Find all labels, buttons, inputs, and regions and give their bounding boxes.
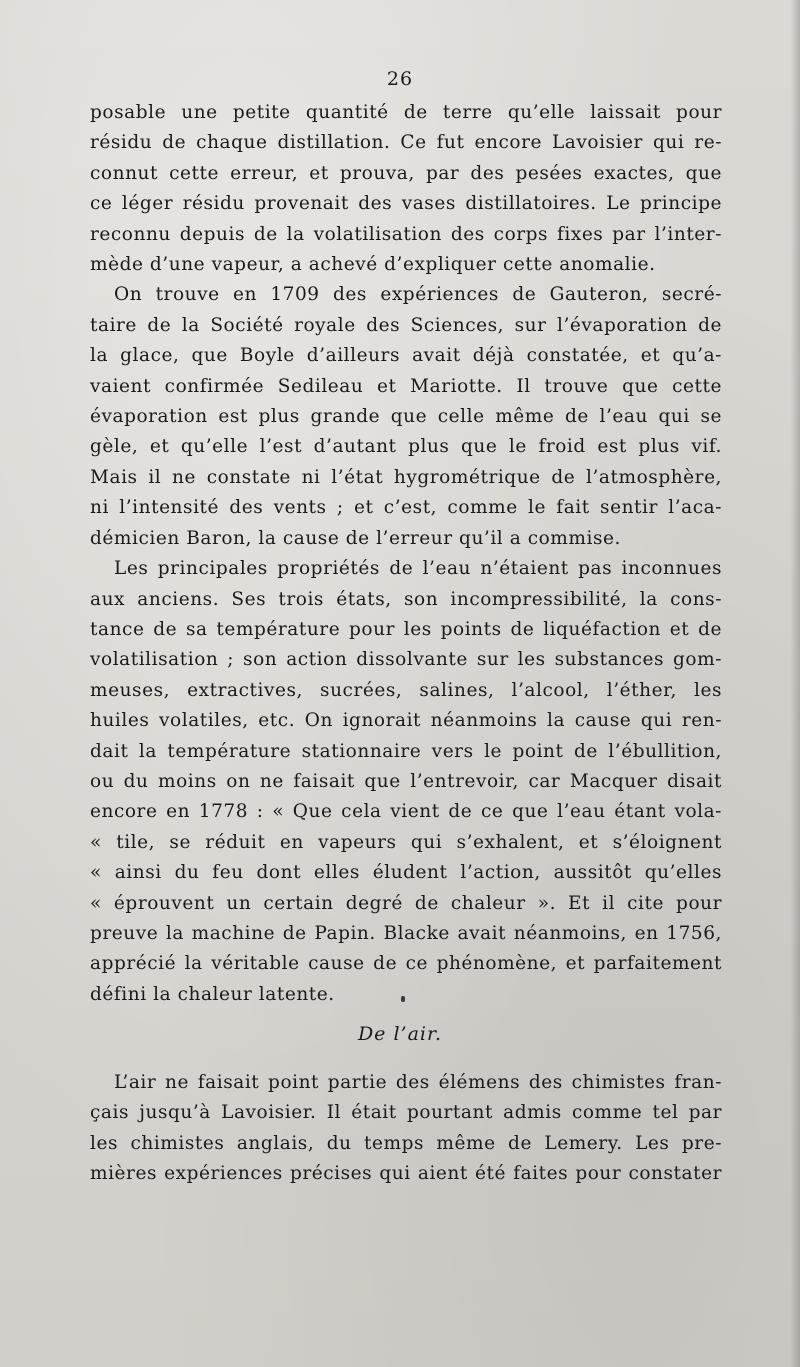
text-line: gèle, et qu’elle l’est d’autant plus que le froid est plus vif. (90, 436, 722, 458)
text-line: « éprouvent un certain degré de chaleur ». Et il cite pour (90, 892, 722, 914)
text-line: connut cette erreur, et prouva, par des pesées exactes, que (90, 162, 722, 184)
text-line: dait la température stationnaire vers le point de l’ébullition, (90, 740, 722, 762)
text-line: meuses, extractives, sucrées, salines, l’alcool, l’éther, les (90, 679, 722, 701)
text-line: tance de sa température pour les points de liquéfaction et de (90, 618, 722, 640)
page-number: 26 (386, 68, 414, 90)
text-line: apprécié la véritable cause de ce phénomène, et parfaitement (90, 953, 722, 975)
text-line: Mais il ne constate ni l’état hygrométrique de l’atmosphère, (90, 466, 722, 488)
text-line: ni l’intensité des vents ; et c’est, comme le fait sentir l’aca- (90, 497, 722, 519)
text-line: volatilisation ; son action dissolvante sur les substances gom- (90, 649, 722, 671)
text-line: ou du moins on ne faisait que l’entrevoir, car Macquer disait (90, 770, 722, 792)
text-line: mières expériences précises qui aient été faites pour constater (90, 1163, 722, 1185)
text-line: mède d’une vapeur, a achevé d’expliquer cette anomalie. (90, 254, 656, 276)
text-line: la glace, que Boyle d’ailleurs avait déjà constatée, et qu’a- (90, 345, 722, 367)
section-heading: De l’air. (357, 1023, 443, 1045)
text-line: encore en 1778 : « Que cela vient de ce que l’eau étant vola- (90, 801, 722, 823)
text-line: reconnu depuis de la volatilisation des corps fixes par l’inter- (90, 223, 722, 245)
text-line: « tile, se réduit en vapeurs qui s’exhalent, et s’éloignent (90, 831, 722, 853)
ink-mark (401, 996, 405, 1002)
text-line: aux anciens. Ses trois états, son incompressibilité, la cons- (90, 588, 722, 610)
text-line: preuve la machine de Papin. Blacke avait néanmoins, en 1756, (90, 922, 722, 944)
text-line: ce léger résidu provenait des vases distillatoires. Le principe (90, 193, 722, 215)
text-line: défini la chaleur latente. (90, 983, 335, 1005)
section-text (90, 1068, 722, 1190)
text-line: L’air ne faisait point partie des élémens des chimistes fran- (114, 1072, 722, 1093)
text-line: résidu de chaque distillation. Ce fut encore Lavoisier qui re- (90, 132, 722, 154)
text-line: posable une petite quantité de terre qu’elle laissait pour (90, 102, 722, 123)
text-line: taire de la Société royale des Sciences, sur l’évaporation de (90, 314, 722, 336)
text-line: huiles volatiles, etc. On ignorait néanmoins la cause qui ren- (90, 710, 722, 732)
text-line: Les principales propriétés de l’eau n’étaient pas inconnues (114, 558, 722, 580)
text-line: vaient confirmée Sedileau et Mariotte. Il trouve que cette (90, 375, 722, 397)
text-line: On trouve en 1709 des expériences de Gauteron, secré- (114, 284, 722, 306)
main-text (90, 98, 722, 1010)
text-line: démicien Baron, la cause de l’erreur qu’il a commise. (90, 527, 621, 549)
text-line: évaporation est plus grande que celle même de l’eau qui se (90, 406, 722, 428)
text-line: les chimistes anglais, du temps même de Lemery. Les pre- (90, 1132, 722, 1154)
text-line: çais jusqu’à Lavoisier. Il était pourtant admis comme tel par (90, 1102, 722, 1124)
text-line: « ainsi du feu dont elles éludent l’action, aussitôt qu’elles (90, 862, 722, 884)
